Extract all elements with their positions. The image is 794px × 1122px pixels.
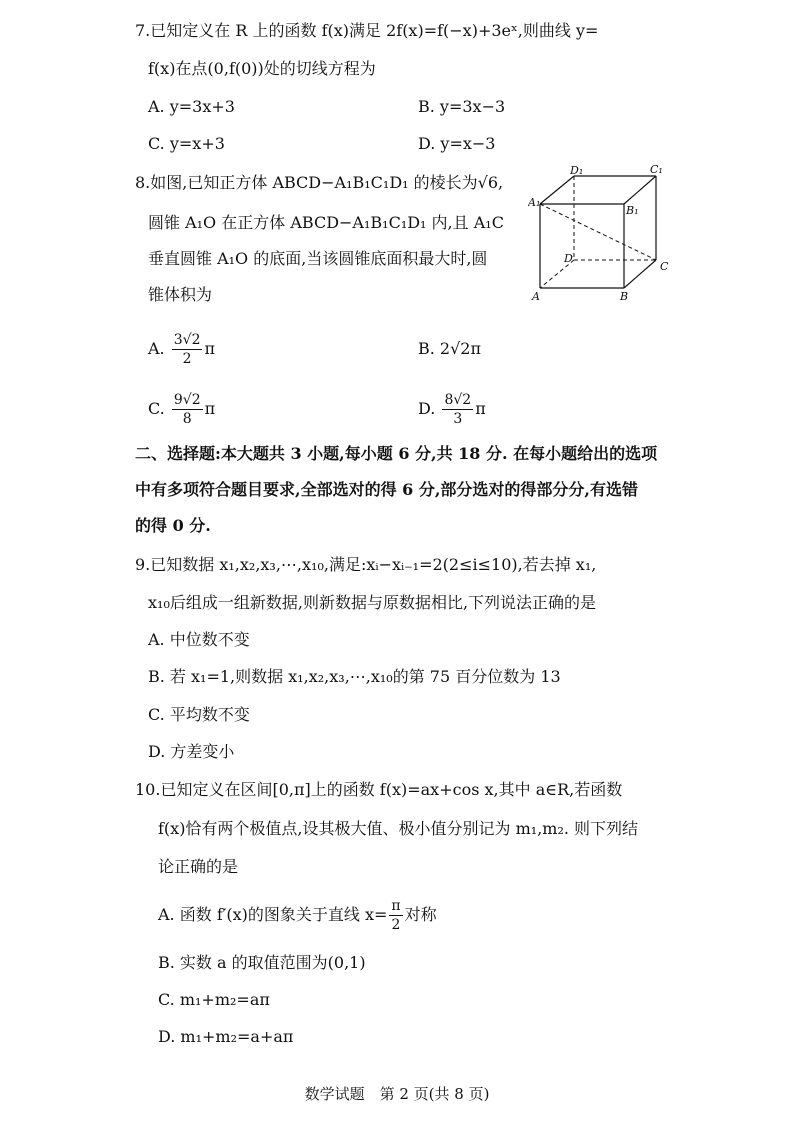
cube-figure: [528, 164, 676, 304]
label-c1: C₁: [650, 164, 663, 176]
q7-stem-line1: 7.已知定义在 R 上的函数 f(x)满足 2f(x)=f(−x)+3eˣ,则曲线 y=: [135, 21, 599, 40]
diagonal-a1c: [540, 204, 656, 260]
q8-option-a-numerator: 3√2: [173, 332, 201, 348]
q9-stem-line1: 9.已知数据 x₁,x₂,x₃,⋯,x₁₀,满足:xᵢ−xᵢ₋₁=2(2≤i≤10),若去掉 x₁,: [135, 555, 597, 574]
q9-option-d: D. 方差变小: [148, 742, 235, 761]
label-a1: A₁: [528, 196, 541, 209]
q7-option-d: D. y=x−3: [418, 134, 496, 153]
q8-option-a-label: A.: [148, 339, 165, 358]
label-b: B: [620, 290, 629, 303]
q8-option-a: [148, 330, 215, 368]
q7-stem-line2: f(x)在点(0,f(0))处的切线方程为: [148, 59, 376, 78]
q8-option-b: B. 2√2π: [418, 339, 481, 358]
q8-option-c-numerator: 9√2: [173, 392, 201, 408]
q8-option-d-pi: π: [475, 399, 486, 418]
q10-option-d: D. m₁+m₂=a+aπ: [158, 1027, 294, 1046]
q9-option-c: C. 平均数不变: [148, 705, 250, 724]
q10-option-a-text: A. 函数 f′(x)的图象关于直线 x=: [158, 905, 388, 924]
q10-stem-line1: 10.已知定义在区间[0,π]上的函数 f(x)=ax+cos x,其中 a∈R,若函数: [135, 780, 623, 799]
q8-stem-line4: 锥体积为: [148, 285, 213, 304]
q7-option-c: C. y=x+3: [148, 134, 225, 153]
edge-a1d1: [540, 176, 574, 204]
q10-option-a-suffix: 对称: [404, 905, 437, 924]
q10-option-a-fraction: [389, 897, 402, 934]
q8-option-c-pi: π: [204, 399, 216, 418]
q9-stem-line2: x₁₀后组成一组新数据,则新数据与原数据相比,下列说法正确的是: [148, 593, 597, 612]
page-footer: 数学试题 第 2 页(共 8 页): [304, 1085, 490, 1103]
q10-option-a-numerator: π: [391, 898, 401, 914]
section2-line2: 中有多项符合题目要求,全部选对的得 6 分,部分选对的得部分分,有选错: [135, 480, 638, 499]
q8-stem-line1: 8.如图,已知正方体 ABCD−A₁B₁C₁D₁ 的棱长为√6,: [135, 173, 504, 192]
q10-stem-line3: 论正确的是: [158, 857, 239, 876]
section2-line3: 的得 0 分.: [135, 516, 211, 535]
q10-option-a: [158, 896, 437, 934]
label-d: D: [564, 252, 573, 265]
edge-cb: [624, 260, 656, 288]
q8-option-c: [148, 390, 215, 428]
q10-option-b: B. 实数 a 的取值范围为(0,1): [158, 953, 366, 972]
q7-option-b: B. y=3x−3: [418, 97, 506, 116]
label-c: C: [660, 260, 669, 273]
q8-option-c-denominator: 8: [182, 411, 192, 427]
q10-option-c: C. m₁+m₂=aπ: [158, 990, 270, 1009]
q7-option-a: A. y=3x+3: [148, 97, 235, 116]
label-d1: D₁: [570, 164, 584, 177]
label-b1: B₁: [626, 204, 639, 217]
q10-option-a-denominator: 2: [391, 917, 401, 933]
q8-option-c-fraction: [172, 391, 203, 428]
q8-option-c-label: C.: [148, 399, 165, 418]
q8-option-d-numerator: 8√2: [444, 392, 472, 408]
q8-option-a-fraction: [172, 331, 203, 368]
label-a: A: [532, 290, 540, 303]
section2-line1: 二、选择题:本大题共 3 小题,每小题 6 分,共 18 分. 在每小题给出的选项: [135, 444, 658, 463]
q8-option-d-denominator: 3: [453, 411, 463, 427]
q9-option-b: B. 若 x₁=1,则数据 x₁,x₂,x₃,⋯,x₁₀的第 75 百分位数为 13: [148, 667, 561, 686]
q10-stem-line2: f(x)恰有两个极值点,设其极大值、极小值分别记为 m₁,m₂. 则下列结: [158, 819, 639, 838]
edge-c1b1: [624, 176, 656, 204]
q8-option-a-pi: π: [204, 339, 215, 358]
q9-option-a: A. 中位数不变: [148, 630, 250, 649]
q8-stem-line2: 圆锥 A₁O 在正方体 ABCD−A₁B₁C₁D₁ 内,且 A₁C: [148, 213, 504, 232]
q8-option-d: [418, 390, 486, 428]
q8-option-a-denominator: 2: [182, 351, 192, 367]
q8-stem-line3: 垂直圆锥 A₁O 的底面,当该圆锥底面积最大时,圆: [148, 249, 488, 268]
q8-option-d-fraction: [442, 391, 473, 428]
q8-option-d-label: D.: [418, 399, 436, 418]
